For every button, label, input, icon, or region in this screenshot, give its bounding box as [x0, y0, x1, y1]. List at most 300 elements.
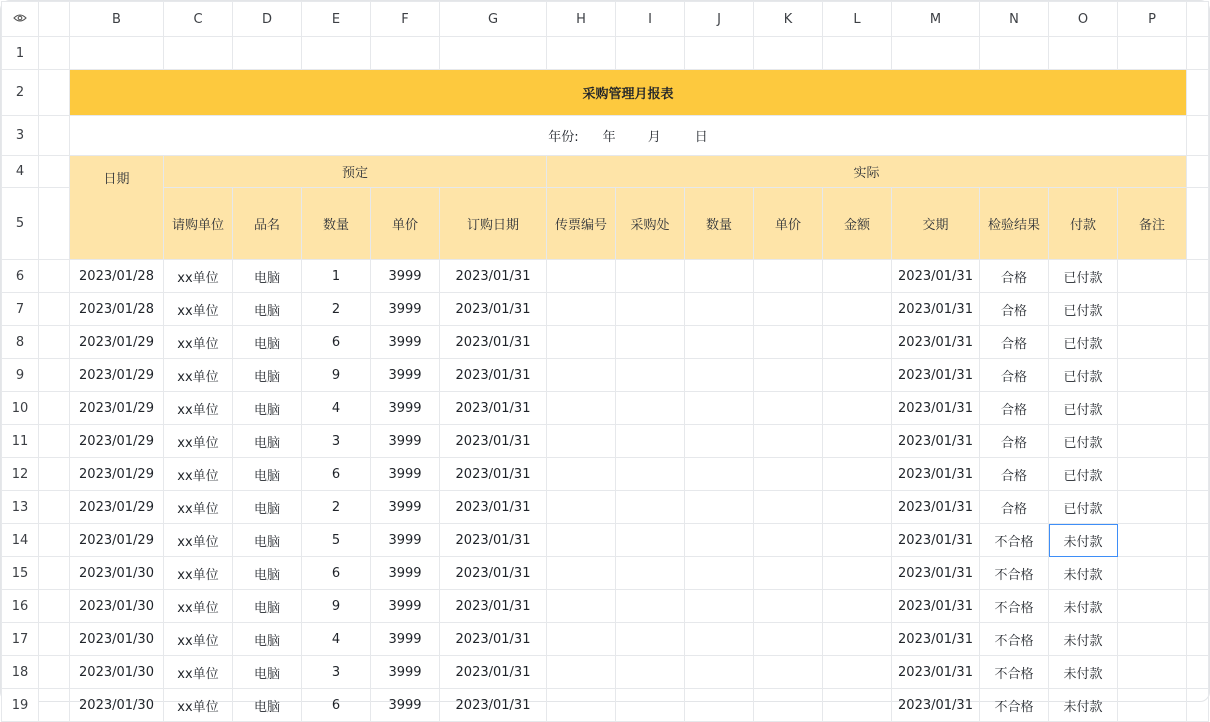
cell-slip-no[interactable] [547, 260, 616, 293]
cell-order-date[interactable]: 2023/01/31 [440, 491, 547, 524]
header-date[interactable]: 日期 [70, 156, 164, 260]
cell-qty2[interactable] [685, 260, 754, 293]
cell[interactable] [164, 37, 233, 70]
cell-remark[interactable] [1118, 425, 1187, 458]
cell-inspection[interactable]: 合格 [980, 458, 1049, 491]
column-header-M[interactable]: M [892, 2, 980, 37]
cell-item[interactable]: 电脑 [233, 458, 302, 491]
cell-slip-no[interactable] [547, 656, 616, 689]
header-due[interactable]: 交期 [892, 188, 980, 260]
cell-order-date[interactable]: 2023/01/31 [440, 425, 547, 458]
cell-inspection[interactable]: 合格 [980, 359, 1049, 392]
cell-qty[interactable]: 6 [302, 458, 371, 491]
cell[interactable] [39, 425, 70, 458]
cell-price2[interactable] [754, 458, 823, 491]
row-header[interactable]: 19 [2, 689, 39, 722]
column-header-N[interactable]: N [980, 2, 1049, 37]
cell-due[interactable]: 2023/01/31 [892, 557, 980, 590]
cell-amount[interactable] [823, 689, 892, 722]
cell[interactable] [371, 37, 440, 70]
cell-remark[interactable] [1118, 293, 1187, 326]
column-header-A[interactable] [39, 2, 70, 37]
cell[interactable] [39, 116, 70, 156]
column-header-E[interactable]: E [302, 2, 371, 37]
cell-purchaser[interactable] [616, 260, 685, 293]
cell-requester[interactable]: xx单位 [164, 656, 233, 689]
cell-item[interactable]: 电脑 [233, 524, 302, 557]
cell[interactable] [39, 260, 70, 293]
cell-price2[interactable] [754, 392, 823, 425]
cell-inspection[interactable]: 不合格 [980, 689, 1049, 722]
cell[interactable] [39, 156, 70, 188]
row-header[interactable]: 3 [2, 116, 39, 156]
cell[interactable] [1187, 37, 1209, 70]
cell-due[interactable]: 2023/01/31 [892, 293, 980, 326]
cell-slip-no[interactable] [547, 293, 616, 326]
cell-requester[interactable]: xx单位 [164, 392, 233, 425]
cell-inspection[interactable]: 不合格 [980, 557, 1049, 590]
cell-date[interactable]: 2023/01/29 [70, 491, 164, 524]
cell-remark[interactable] [1118, 656, 1187, 689]
cell-qty[interactable]: 9 [302, 590, 371, 623]
cell-due[interactable]: 2023/01/31 [892, 491, 980, 524]
cell-inspection[interactable]: 合格 [980, 425, 1049, 458]
cell-payment[interactable]: 已付款 [1049, 293, 1118, 326]
cell-amount[interactable] [823, 557, 892, 590]
column-header-K[interactable]: K [754, 2, 823, 37]
row-header[interactable]: 1 [2, 37, 39, 70]
cell-price[interactable]: 3999 [371, 524, 440, 557]
cell-price2[interactable] [754, 260, 823, 293]
cell[interactable] [1187, 156, 1209, 188]
cell-inspection[interactable]: 合格 [980, 326, 1049, 359]
cell-qty[interactable]: 6 [302, 326, 371, 359]
row-header[interactable]: 14 [2, 524, 39, 557]
cell-slip-no[interactable] [547, 557, 616, 590]
cell-payment[interactable]: 未付款 [1049, 656, 1118, 689]
header-purchaser[interactable]: 采购处 [616, 188, 685, 260]
cell-requester[interactable]: xx单位 [164, 326, 233, 359]
cell-due[interactable]: 2023/01/31 [892, 656, 980, 689]
cell[interactable] [39, 689, 70, 722]
cell-date[interactable]: 2023/01/28 [70, 260, 164, 293]
header-amount[interactable]: 金额 [823, 188, 892, 260]
cell-remark[interactable] [1118, 359, 1187, 392]
cell-item[interactable]: 电脑 [233, 392, 302, 425]
cell-order-date[interactable]: 2023/01/31 [440, 260, 547, 293]
cell[interactable] [39, 656, 70, 689]
cell-due[interactable]: 2023/01/31 [892, 524, 980, 557]
cell-payment[interactable]: 已付款 [1049, 392, 1118, 425]
cell-due[interactable]: 2023/01/31 [892, 392, 980, 425]
cell-order-date[interactable]: 2023/01/31 [440, 359, 547, 392]
cell-price2[interactable] [754, 326, 823, 359]
cell-payment[interactable]: 已付款 [1049, 326, 1118, 359]
column-header-L[interactable]: L [823, 2, 892, 37]
cell-price[interactable]: 3999 [371, 425, 440, 458]
cell-remark[interactable] [1118, 623, 1187, 656]
cell-order-date[interactable]: 2023/01/31 [440, 392, 547, 425]
cell-item[interactable]: 电脑 [233, 557, 302, 590]
cell-remark[interactable] [1118, 689, 1187, 722]
cell-order-date[interactable]: 2023/01/31 [440, 524, 547, 557]
cell[interactable] [39, 37, 70, 70]
cell-purchaser[interactable] [616, 359, 685, 392]
cell[interactable] [1187, 293, 1209, 326]
cell-qty[interactable]: 1 [302, 260, 371, 293]
cell-price2[interactable] [754, 524, 823, 557]
cell-price[interactable]: 3999 [371, 623, 440, 656]
cell-due[interactable]: 2023/01/31 [892, 623, 980, 656]
cell-date[interactable]: 2023/01/30 [70, 656, 164, 689]
cell-due[interactable]: 2023/01/31 [892, 590, 980, 623]
cell-item[interactable]: 电脑 [233, 359, 302, 392]
column-header-H[interactable]: H [547, 2, 616, 37]
cell-item[interactable]: 电脑 [233, 260, 302, 293]
cell-date[interactable]: 2023/01/30 [70, 689, 164, 722]
column-header-D[interactable]: D [233, 2, 302, 37]
cell-qty[interactable]: 3 [302, 425, 371, 458]
cell-amount[interactable] [823, 326, 892, 359]
row-header[interactable]: 9 [2, 359, 39, 392]
cell-date[interactable]: 2023/01/29 [70, 425, 164, 458]
cell-item[interactable]: 电脑 [233, 623, 302, 656]
cell[interactable] [1187, 70, 1209, 116]
cell-order-date[interactable]: 2023/01/31 [440, 557, 547, 590]
header-qty2[interactable]: 数量 [685, 188, 754, 260]
cell[interactable] [302, 37, 371, 70]
cell-qty2[interactable] [685, 623, 754, 656]
cell-price[interactable]: 3999 [371, 689, 440, 722]
row-header[interactable]: 12 [2, 458, 39, 491]
cell[interactable] [1187, 458, 1209, 491]
column-header-C[interactable]: C [164, 2, 233, 37]
cell-qty[interactable]: 6 [302, 557, 371, 590]
cell-slip-no[interactable] [547, 425, 616, 458]
cell-requester[interactable]: xx单位 [164, 359, 233, 392]
cell-price2[interactable] [754, 689, 823, 722]
cell-amount[interactable] [823, 293, 892, 326]
cell[interactable] [39, 326, 70, 359]
cell-amount[interactable] [823, 656, 892, 689]
cell-price2[interactable] [754, 656, 823, 689]
cell-qty2[interactable] [685, 656, 754, 689]
cell-purchaser[interactable] [616, 293, 685, 326]
cell-date[interactable]: 2023/01/29 [70, 326, 164, 359]
header-inspection[interactable]: 检验结果 [980, 188, 1049, 260]
cell-price[interactable]: 3999 [371, 590, 440, 623]
cell-payment[interactable]: 已付款 [1049, 359, 1118, 392]
column-header-G[interactable]: G [440, 2, 547, 37]
cell-amount[interactable] [823, 590, 892, 623]
cell[interactable] [39, 590, 70, 623]
year-line[interactable] [70, 116, 1187, 156]
cell-price2[interactable] [754, 590, 823, 623]
cell[interactable] [685, 37, 754, 70]
cell-price2[interactable] [754, 425, 823, 458]
cell-date[interactable]: 2023/01/29 [70, 458, 164, 491]
cell-purchaser[interactable] [616, 590, 685, 623]
cell[interactable] [1118, 37, 1187, 70]
header-item[interactable]: 品名 [233, 188, 302, 260]
column-header-J[interactable]: J [685, 2, 754, 37]
cell-qty2[interactable] [685, 590, 754, 623]
cell-item[interactable]: 电脑 [233, 425, 302, 458]
cell-slip-no[interactable] [547, 458, 616, 491]
cell[interactable] [39, 491, 70, 524]
cell-order-date[interactable]: 2023/01/31 [440, 326, 547, 359]
cell-payment[interactable]: 未付款 [1049, 689, 1118, 722]
cell[interactable] [70, 37, 164, 70]
cell-payment[interactable]: 未付款 [1049, 524, 1118, 557]
cell[interactable] [440, 37, 547, 70]
cell[interactable] [39, 524, 70, 557]
cell[interactable] [39, 359, 70, 392]
cell-requester[interactable]: xx单位 [164, 458, 233, 491]
cell-qty2[interactable] [685, 359, 754, 392]
cell-due[interactable]: 2023/01/31 [892, 260, 980, 293]
cell-qty2[interactable] [685, 392, 754, 425]
row-header[interactable]: 10 [2, 392, 39, 425]
cell-requester[interactable]: xx单位 [164, 590, 233, 623]
cell-qty2[interactable] [685, 524, 754, 557]
cell-slip-no[interactable] [547, 590, 616, 623]
cell-inspection[interactable]: 合格 [980, 392, 1049, 425]
cell-price2[interactable] [754, 293, 823, 326]
cell[interactable] [1187, 656, 1209, 689]
cell[interactable] [754, 37, 823, 70]
cell-qty[interactable]: 6 [302, 689, 371, 722]
cell-slip-no[interactable] [547, 491, 616, 524]
cell-price[interactable]: 3999 [371, 359, 440, 392]
column-header-I[interactable]: I [616, 2, 685, 37]
cell-requester[interactable]: xx单位 [164, 557, 233, 590]
cell-purchaser[interactable] [616, 557, 685, 590]
cell-requester[interactable]: xx单位 [164, 425, 233, 458]
cell[interactable] [892, 37, 980, 70]
cell[interactable] [1187, 392, 1209, 425]
header-remark[interactable]: 备注 [1118, 188, 1187, 260]
select-all-corner[interactable] [2, 2, 39, 37]
cell-requester[interactable]: xx单位 [164, 524, 233, 557]
cell-purchaser[interactable] [616, 326, 685, 359]
cell-price[interactable]: 3999 [371, 458, 440, 491]
cell-order-date[interactable]: 2023/01/31 [440, 656, 547, 689]
cell-price[interactable]: 3999 [371, 557, 440, 590]
cell-price[interactable]: 3999 [371, 491, 440, 524]
cell-date[interactable]: 2023/01/29 [70, 524, 164, 557]
cell-qty2[interactable] [685, 491, 754, 524]
row-header[interactable]: 15 [2, 557, 39, 590]
cell[interactable] [39, 188, 70, 260]
cell-amount[interactable] [823, 359, 892, 392]
header-requester[interactable]: 请购单位 [164, 188, 233, 260]
cell-payment[interactable]: 未付款 [1049, 557, 1118, 590]
cell-item[interactable]: 电脑 [233, 689, 302, 722]
cell-inspection[interactable]: 合格 [980, 293, 1049, 326]
cell-item[interactable]: 电脑 [233, 590, 302, 623]
cell-purchaser[interactable] [616, 392, 685, 425]
cell-price[interactable]: 3999 [371, 260, 440, 293]
header-price[interactable]: 单价 [371, 188, 440, 260]
cell-amount[interactable] [823, 425, 892, 458]
cell-remark[interactable] [1118, 326, 1187, 359]
cell-qty[interactable]: 3 [302, 656, 371, 689]
cell[interactable] [39, 557, 70, 590]
row-header[interactable]: 16 [2, 590, 39, 623]
cell[interactable] [39, 458, 70, 491]
row-header[interactable]: 5 [2, 188, 39, 260]
cell[interactable] [980, 37, 1049, 70]
cell-payment[interactable]: 未付款 [1049, 623, 1118, 656]
column-header-O[interactable]: O [1049, 2, 1118, 37]
cell[interactable] [1049, 37, 1118, 70]
cell-amount[interactable] [823, 458, 892, 491]
cell[interactable] [823, 37, 892, 70]
column-header-F[interactable]: F [371, 2, 440, 37]
cell-order-date[interactable]: 2023/01/31 [440, 458, 547, 491]
cell[interactable] [1187, 188, 1209, 260]
cell-remark[interactable] [1118, 590, 1187, 623]
cell-purchaser[interactable] [616, 425, 685, 458]
cell-order-date[interactable]: 2023/01/31 [440, 293, 547, 326]
cell-qty2[interactable] [685, 326, 754, 359]
cell-purchaser[interactable] [616, 656, 685, 689]
column-header-P[interactable]: P [1118, 2, 1187, 37]
cell-inspection[interactable]: 不合格 [980, 656, 1049, 689]
cell-payment[interactable]: 未付款 [1049, 590, 1118, 623]
eye-icon[interactable] [13, 13, 27, 23]
cell-qty[interactable]: 2 [302, 491, 371, 524]
cell[interactable] [1187, 623, 1209, 656]
header-slip-no[interactable]: 传票编号 [547, 188, 616, 260]
cell-qty2[interactable] [685, 425, 754, 458]
row-header[interactable]: 2 [2, 70, 39, 116]
row-header[interactable]: 11 [2, 425, 39, 458]
cell-qty[interactable]: 5 [302, 524, 371, 557]
cell-remark[interactable] [1118, 491, 1187, 524]
cell-inspection[interactable]: 合格 [980, 491, 1049, 524]
header-payment[interactable]: 付款 [1049, 188, 1118, 260]
cell[interactable] [39, 293, 70, 326]
cell-due[interactable]: 2023/01/31 [892, 425, 980, 458]
cell-slip-no[interactable] [547, 392, 616, 425]
cell-item[interactable]: 电脑 [233, 656, 302, 689]
cell-item[interactable]: 电脑 [233, 491, 302, 524]
cell-inspection[interactable]: 不合格 [980, 524, 1049, 557]
cell-inspection[interactable]: 合格 [980, 260, 1049, 293]
row-header[interactable]: 18 [2, 656, 39, 689]
cell-inspection[interactable]: 不合格 [980, 623, 1049, 656]
row-header[interactable]: 4 [2, 156, 39, 188]
row-header[interactable]: 8 [2, 326, 39, 359]
cell-amount[interactable] [823, 392, 892, 425]
cell[interactable] [616, 37, 685, 70]
cell-price[interactable]: 3999 [371, 392, 440, 425]
cell-requester[interactable]: xx单位 [164, 260, 233, 293]
header-group-actual[interactable]: 实际 [547, 156, 1187, 188]
cell-purchaser[interactable] [616, 458, 685, 491]
cell-qty2[interactable] [685, 689, 754, 722]
cell-qty[interactable]: 9 [302, 359, 371, 392]
cell-due[interactable]: 2023/01/31 [892, 458, 980, 491]
cell-due[interactable]: 2023/01/31 [892, 359, 980, 392]
cell-remark[interactable] [1118, 392, 1187, 425]
column-header-extra[interactable] [1187, 2, 1209, 37]
cell-item[interactable]: 电脑 [233, 293, 302, 326]
cell-price2[interactable] [754, 623, 823, 656]
cell-payment[interactable]: 已付款 [1049, 491, 1118, 524]
cell[interactable] [39, 70, 70, 116]
cell[interactable] [1187, 590, 1209, 623]
cell-order-date[interactable]: 2023/01/31 [440, 689, 547, 722]
cell-price2[interactable] [754, 491, 823, 524]
cell-qty2[interactable] [685, 557, 754, 590]
header-group-planned[interactable]: 预定 [164, 156, 547, 188]
row-header[interactable]: 7 [2, 293, 39, 326]
cell-qty[interactable]: 4 [302, 392, 371, 425]
cell-item[interactable]: 电脑 [233, 326, 302, 359]
cell-payment[interactable]: 已付款 [1049, 260, 1118, 293]
cell-slip-no[interactable] [547, 623, 616, 656]
cell-purchaser[interactable] [616, 491, 685, 524]
cell-date[interactable]: 2023/01/30 [70, 623, 164, 656]
cell-date[interactable]: 2023/01/29 [70, 359, 164, 392]
cell-slip-no[interactable] [547, 326, 616, 359]
cell-amount[interactable] [823, 260, 892, 293]
cell-amount[interactable] [823, 524, 892, 557]
cell-remark[interactable] [1118, 557, 1187, 590]
cell-amount[interactable] [823, 491, 892, 524]
cell[interactable] [39, 392, 70, 425]
cell-slip-no[interactable] [547, 524, 616, 557]
cell-date[interactable]: 2023/01/28 [70, 293, 164, 326]
cell-due[interactable]: 2023/01/31 [892, 326, 980, 359]
cell-price2[interactable] [754, 557, 823, 590]
cell-payment[interactable]: 已付款 [1049, 458, 1118, 491]
header-order-date[interactable]: 订购日期 [440, 188, 547, 260]
cell-slip-no[interactable] [547, 689, 616, 722]
cell-price2[interactable] [754, 359, 823, 392]
cell-remark[interactable] [1118, 458, 1187, 491]
cell-price[interactable]: 3999 [371, 326, 440, 359]
cell[interactable] [1187, 326, 1209, 359]
cell-slip-no[interactable] [547, 359, 616, 392]
cell[interactable] [1187, 260, 1209, 293]
cell-purchaser[interactable] [616, 689, 685, 722]
cell-purchaser[interactable] [616, 524, 685, 557]
header-price2[interactable]: 单价 [754, 188, 823, 260]
header-qty[interactable]: 数量 [302, 188, 371, 260]
report-title[interactable]: 采购管理月报表 [70, 70, 1187, 116]
cell-order-date[interactable]: 2023/01/31 [440, 590, 547, 623]
row-header[interactable]: 13 [2, 491, 39, 524]
cell-qty2[interactable] [685, 293, 754, 326]
cell-date[interactable]: 2023/01/30 [70, 557, 164, 590]
cell[interactable] [547, 37, 616, 70]
cell-price[interactable]: 3999 [371, 293, 440, 326]
row-header[interactable]: 17 [2, 623, 39, 656]
cell-remark[interactable] [1118, 524, 1187, 557]
cell-date[interactable]: 2023/01/29 [70, 392, 164, 425]
cell-requester[interactable]: xx单位 [164, 293, 233, 326]
cell[interactable] [1187, 689, 1209, 722]
cell-requester[interactable]: xx单位 [164, 491, 233, 524]
column-header-B[interactable]: B [70, 2, 164, 37]
cell-requester[interactable]: xx单位 [164, 689, 233, 722]
cell-purchaser[interactable] [616, 623, 685, 656]
cell[interactable] [39, 623, 70, 656]
